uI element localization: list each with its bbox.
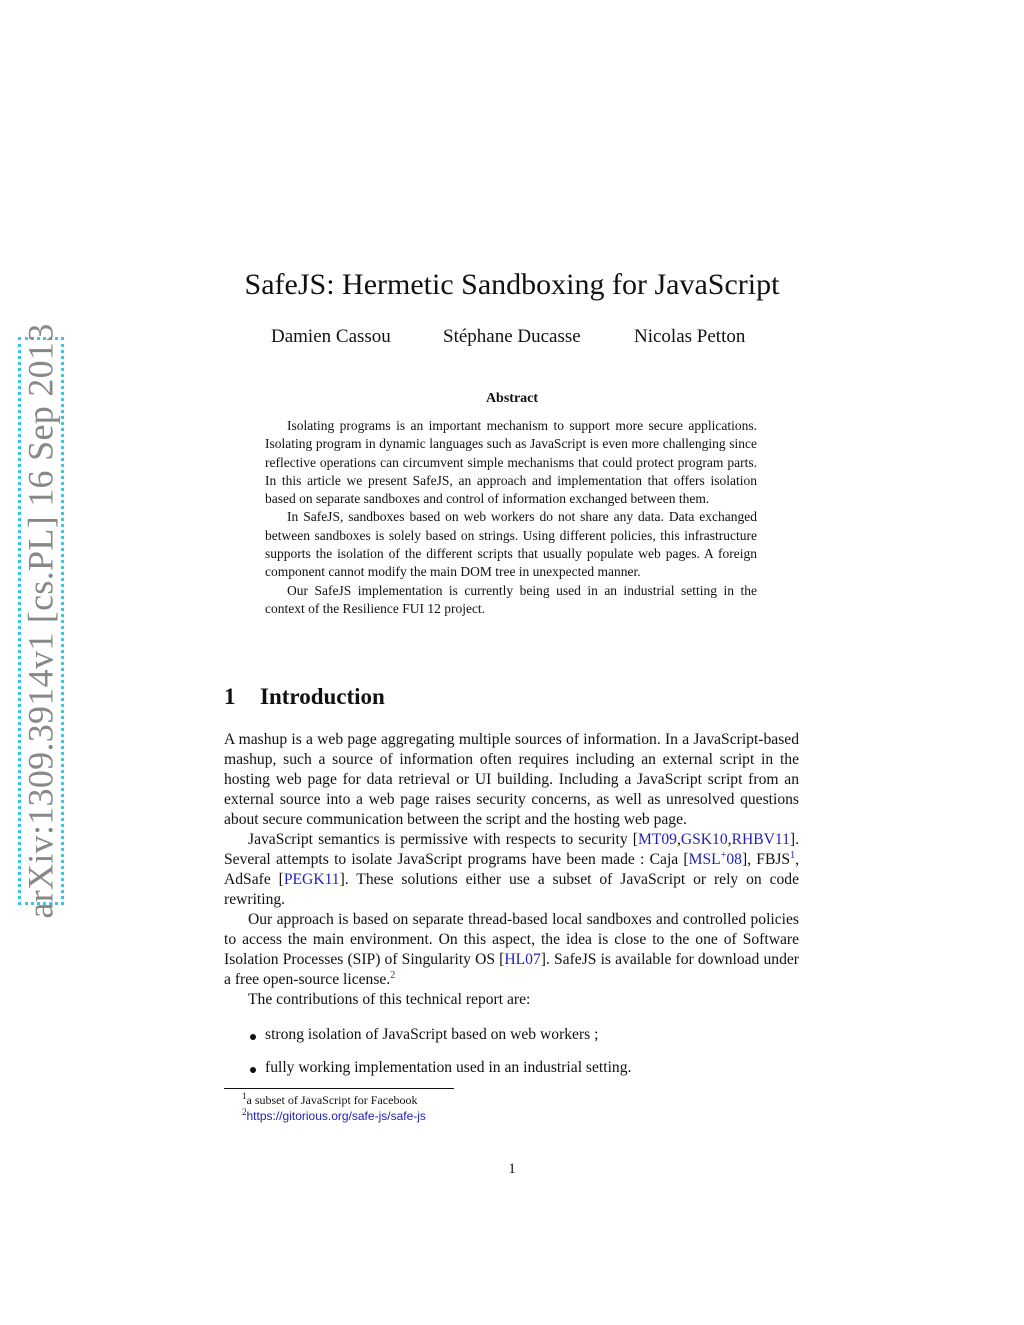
footnote-text: a subset of JavaScript for Facebook [246, 1093, 418, 1107]
footnote-divider [224, 1088, 454, 1089]
author-1: Damien Cassou [271, 326, 391, 347]
footnote-1 [242, 1093, 417, 1108]
citation-link[interactable]: HL07 [504, 951, 541, 968]
abstract-paragraph: In SafeJS, sandboxes based on web workers do not share any data. Data exchanged between sandboxes is solely based on strings. Using different policies, this infrastructure supports the isolation of the different scripts that usually populate web pages. A foreign component cannot modify the main DOM tree in unexpected manner. [265, 509, 757, 580]
list-item: fully working implementation used in an industrial setting. [250, 1059, 810, 1079]
contributions-list [250, 1026, 810, 1092]
paper-title: SafeJS: Hermetic Sandboxing for JavaScript [244, 268, 780, 301]
citation-link[interactable]: MSL+08 [688, 849, 742, 868]
footnote-marker[interactable]: 1 [790, 849, 796, 861]
citation-link[interactable]: PEGK11 [283, 871, 340, 888]
citation-link[interactable]: RHBV11 [731, 831, 790, 848]
section-title: Introduction [260, 684, 385, 709]
author-2: Stéphane Ducasse [443, 326, 581, 347]
list-item: strong isolation of JavaScript based on web workers ; [250, 1026, 810, 1046]
section-heading [224, 684, 385, 710]
abstract-paragraph: Our SafeJS implementation is currently being used in an industrial setting in the context of the Resilience FUI 12 project. [265, 582, 757, 616]
abstract-heading: Abstract [485, 391, 539, 406]
arxiv-stamp [18, 323, 64, 919]
page-number: 1 [508, 1161, 516, 1177]
body-paragraph: Our approach is based on separate thread-based local sandboxes and controlled policies to access the main environment. On this aspect, the idea is close to the one of Software Isolation Processes (SIP) of Singularity OS [HL07]. SafeJS is available for download under a free open-source license.$^2$ [224, 911, 799, 988]
arxiv-stamp-text: arXiv:1309.3914v1 [cs.PL] 16 Sep 2013 [21, 323, 62, 919]
introduction-body [224, 730, 799, 1010]
body-paragraph: JavaScript semantics is permissive with respects to security [MT09,GSK10,RHBV11]. Several attempts to isolate JavaScript programs have been made : Caja [MSL+08], FBJS$^1$, AdSafe [PEGK11]. These solutions either use a subset of JavaScript or rely on code rewriting. [224, 831, 800, 908]
section-number: 1 [224, 684, 236, 709]
abstract-paragraph: Isolating programs is an important mechanism to support more secure applications. Isolating program in dynamic languages such as JavaScript is even more challenging since reflective operations can circumvent simple mechanisms that could protect program parts. In this article we present SafeJS, an approach and implementation that offers isolation based on separate sandboxes and control of information exchanged between them. [265, 418, 757, 507]
body-paragraph: The contributions of this technical report are: [248, 991, 531, 1008]
citation-link[interactable]: GSK10 [680, 831, 728, 848]
body-paragraph: A mashup is a web page aggregating multiple sources of information. In a JavaScript-based mashup, such a source of information often requires including an external script in the hosting web page for data retrieval or UI building. Including a JavaScript script from an external source into a web page raises security concerns, as well as unresolved questions about secure communication between the script and the hosting web page. [224, 731, 799, 828]
citation-link[interactable]: MT09 [637, 831, 677, 848]
footnote-2 [242, 1109, 426, 1124]
abstract-body [265, 417, 757, 618]
footnote-marker[interactable]: 2 [390, 969, 396, 981]
footnote-mark: 1 [242, 1091, 247, 1101]
author-3: Nicolas Petton [634, 326, 746, 347]
footnote-url-link[interactable]: https://gitorious.org/safe-js/safe-js [246, 1109, 426, 1123]
footnote-mark: 2 [242, 1107, 247, 1117]
